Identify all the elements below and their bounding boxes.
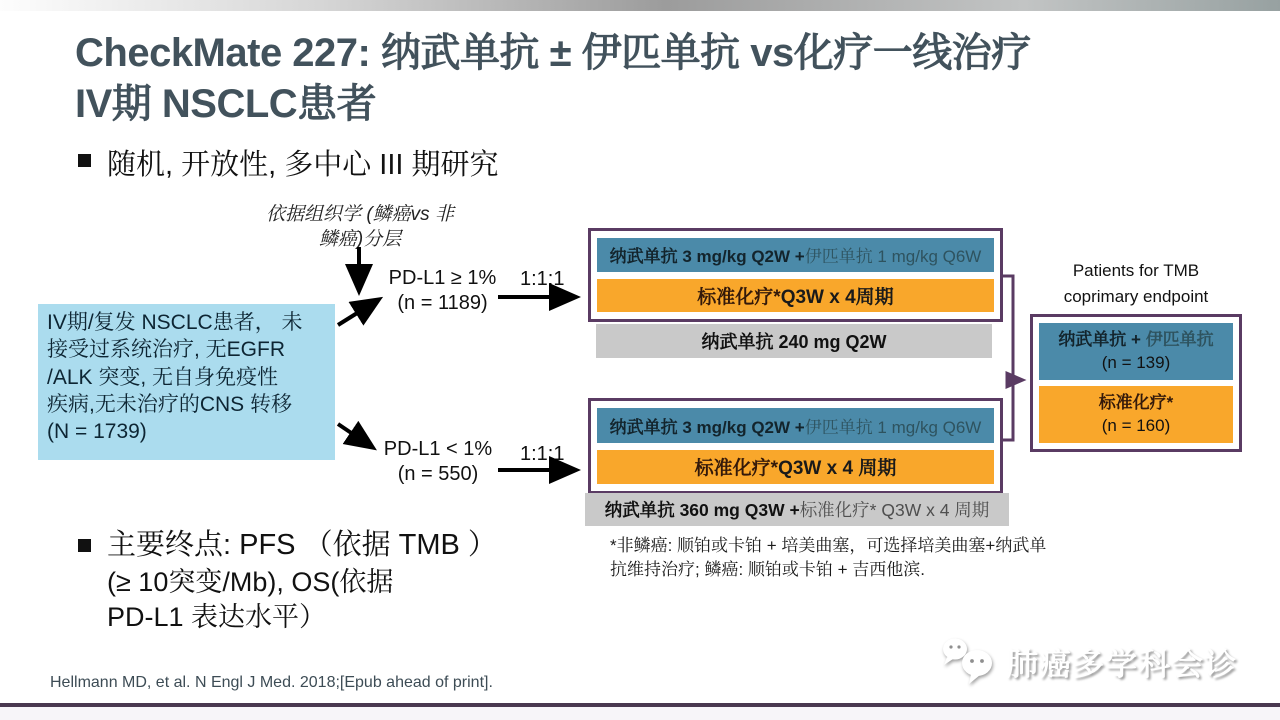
tmb-nivo-ipi-n: (n = 139) <box>1101 352 1171 372</box>
tmb-chemo-n: (n = 160) <box>1101 415 1171 435</box>
chemo-label-text: 标准化疗* <box>694 458 779 480</box>
study-design-bullet <box>78 142 499 183</box>
tmb-nivo-ipi-cell <box>1039 323 1233 380</box>
eligibility-to-high-arrow <box>338 300 378 325</box>
stratification-note: 依据组织学 (鳞癌vs 非 鳞癌)分层 <box>266 204 454 250</box>
arm-group-pdl1-low <box>588 398 1003 494</box>
bullet-square-icon <box>78 539 91 552</box>
tmb-header: Patients for TMB coprimary endpoint <box>1063 261 1209 307</box>
eligibility-box: IV期/复发 NSCLC患者， 未 接受过系统治疗, 无EGFR /ALK 突变, 无自身免疫性 疾病,无未治疗的CNS 转移 (N = 1739) <box>38 304 335 460</box>
chemo-arm-high <box>597 279 994 312</box>
pdl1-low-label: PD-L1 < 1% <box>383 438 493 460</box>
nivo-mono-text: 纳武单抗 240 mg Q2W <box>701 332 887 352</box>
randomization-ratio-top: 1:1:1 <box>520 268 565 290</box>
study-design-text: 随机, 开放性, 多中心 III 期研究 <box>107 149 499 181</box>
pdl1-low-branch-label <box>383 437 493 487</box>
primary-endpoint-text: 主要终点: PFS （依据 TMB ） (≥ 10突变/Mb), OS(依据 PD-L1 表达水平） <box>107 529 497 632</box>
pdl1-high-branch-label <box>385 266 500 316</box>
bullet-square-icon <box>78 154 91 167</box>
tmb-bracket-connector <box>1003 276 1013 440</box>
nivo-dose-text: 纳武单抗 3 mg/kg Q2W + <box>609 417 805 437</box>
citation: Hellmann MD, et al. N Engl J Med. 2018;[Epub ahead of print]. <box>50 674 493 691</box>
arm-group-pdl1-high <box>588 228 1003 322</box>
slide-title: CheckMate 227: 纳武单抗 ± 伊匹单抗 vs化疗一线治疗 IV期 NSCLC患者 <box>75 31 1031 127</box>
primary-endpoint-bullet <box>78 527 497 635</box>
wechat-bubbles-icon <box>937 634 999 688</box>
nivo-dose-text: 纳武单抗 3 mg/kg Q2W + <box>609 247 805 267</box>
pdl1-low-n: (n = 550) <box>397 463 479 485</box>
nivo-combo-text: 纳武单抗 360 mg Q3W + <box>604 500 800 520</box>
watermark-text: 肺癌多学科会诊 <box>1007 646 1238 682</box>
tmb-box <box>1030 314 1242 452</box>
ipi-dose-text: 伊匹单抗 1 mg/kg Q6W <box>804 247 982 267</box>
tmb-nivo-text: 纳武单抗 + <box>1058 329 1146 349</box>
top-gradient-bar <box>0 0 1280 11</box>
pdl1-high-label: PD-L1 ≥ 1% <box>388 267 497 289</box>
ipi-dose-text: 伊匹单抗 1 mg/kg Q6W <box>804 417 982 437</box>
tmb-ipi-text: 伊匹单抗 <box>1145 329 1214 349</box>
eligibility-to-low-arrow <box>338 424 372 447</box>
watermark <box>937 634 1238 688</box>
chemo-footnote: *非鳞癌: 顺铂或卡铂 + 培美曲塞，可选择培美曲塞+纳武单 抗维持治疗; 鳞癌: 顺铂或卡铂 + 吉西他滨. <box>610 536 1047 579</box>
nivo-ipi-arm-low <box>597 408 994 443</box>
chemo-schedule-text: Q3W x 4周期 <box>780 286 894 308</box>
bottom-strip <box>0 707 1280 720</box>
chemo-combo-text: 标准化疗* Q3W x 4 周期 <box>799 500 990 520</box>
randomization-ratio-bottom: 1:1:1 <box>520 443 565 465</box>
nivo-ipi-arm-high <box>597 238 994 272</box>
chemo-arm-low <box>597 450 994 484</box>
nivo-chemo-combo-arm <box>585 493 1009 526</box>
chemo-schedule-text: Q3W x 4 周期 <box>778 458 897 480</box>
nivo-mono-arm <box>596 324 992 358</box>
pdl1-high-n: (n = 1189) <box>397 292 488 314</box>
tmb-chemo-text: 标准化疗* <box>1098 392 1174 412</box>
chemo-label-text: 标准化疗* <box>697 286 781 308</box>
tmb-chemo-cell <box>1039 386 1233 443</box>
